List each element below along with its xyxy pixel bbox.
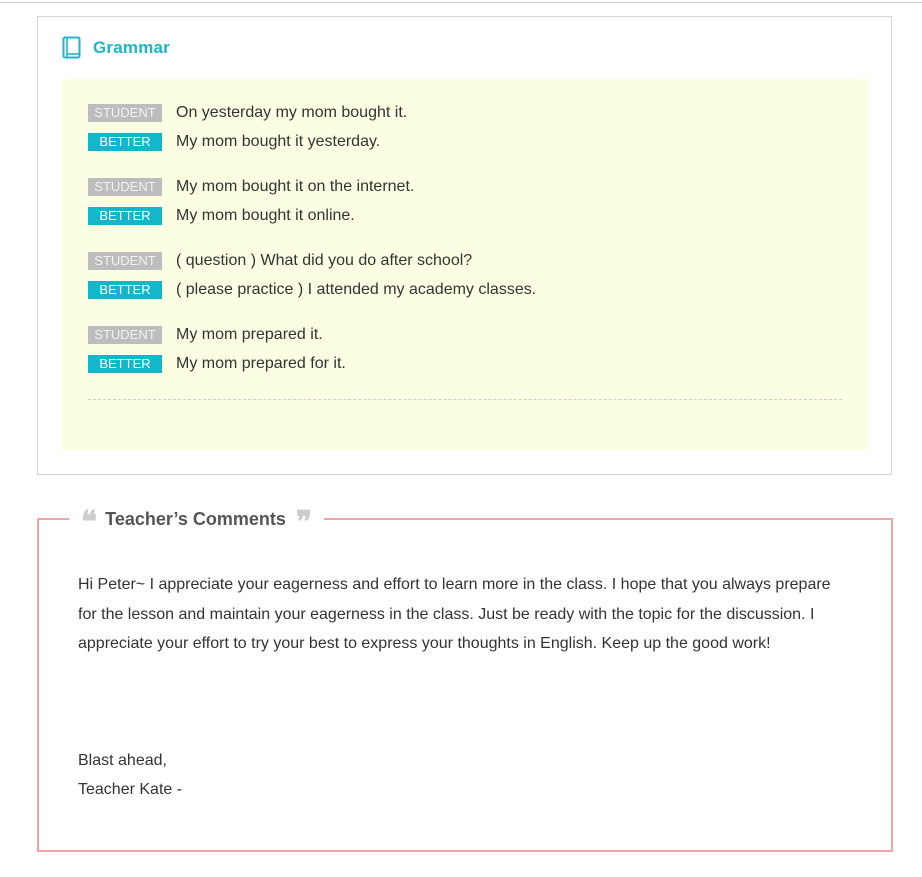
student-sentence: My mom prepared it.: [176, 326, 323, 343]
better-line: [88, 206, 414, 226]
correction-pair: [88, 103, 407, 161]
better-sentence: My mom bought it yesterday.: [176, 133, 381, 150]
better-line: [88, 132, 407, 152]
grammar-section: [37, 16, 892, 475]
grammar-header: [62, 36, 170, 60]
student-line: [88, 103, 407, 123]
comment-paragraph: Hi Peter~ I appreciate your eagerness and effort to learn more in the class. I hope that you always prepare for the lesson and maintain your eagerness in the class. Just be ready with the topic for the discussion. I appreciate your effort to try your best to express your thoughts in English. Keep up the good work!: [78, 576, 831, 652]
grammar-corrections-panel: [62, 79, 868, 450]
student-sentence: My mom bought it on the internet.: [176, 178, 415, 195]
better-badge: BETTER: [88, 207, 162, 225]
student-badge: STUDENT: [88, 178, 162, 196]
comments-title: Teacher’s Comments: [105, 508, 286, 529]
dotted-divider: [88, 399, 842, 400]
signoff: [78, 746, 182, 804]
close-quote-icon: ❞: [295, 505, 313, 540]
signoff-name: Teacher Kate -: [78, 781, 183, 798]
better-line: [88, 354, 346, 374]
student-sentence: ( question ) What did you do after school?: [176, 252, 473, 269]
student-sentence: On yesterday my mom bought it.: [176, 104, 408, 121]
student-badge: STUDENT: [88, 326, 162, 344]
book-icon: [62, 36, 82, 60]
correction-pair: [88, 251, 536, 309]
signoff-greeting: Blast ahead,: [78, 752, 167, 769]
better-sentence: ( please practice ) I attended my academy classes.: [176, 281, 537, 298]
top-divider: [0, 2, 922, 3]
student-badge: STUDENT: [88, 104, 162, 122]
teacher-comments-section: [37, 505, 893, 852]
correction-pair: [88, 325, 346, 383]
correction-pair: [88, 177, 414, 235]
comments-body: [78, 570, 838, 659]
comments-heading: [69, 505, 324, 540]
student-badge: STUDENT: [88, 252, 162, 270]
better-badge: BETTER: [88, 355, 162, 373]
better-sentence: My mom prepared for it.: [176, 355, 346, 372]
student-line: [88, 325, 346, 345]
better-sentence: My mom bought it online.: [176, 207, 355, 224]
better-line: [88, 280, 536, 300]
grammar-title: Grammar: [93, 38, 170, 57]
student-line: [88, 251, 536, 271]
better-badge: BETTER: [88, 133, 162, 151]
student-line: [88, 177, 414, 197]
better-badge: BETTER: [88, 281, 162, 299]
open-quote-icon: ❝: [81, 505, 98, 540]
